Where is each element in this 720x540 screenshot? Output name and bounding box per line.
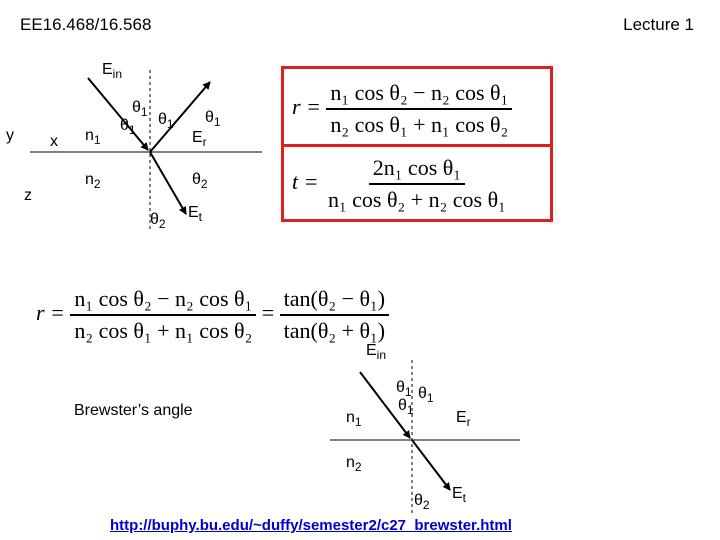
theta1-reflected: $\theta_1$ [205,109,221,130]
r-denominator: n₂ cos θ₁ + n₁ cos θ₂ [330,112,509,137]
n1-label: $n_1$ [85,127,101,148]
r-lhs-middle: r = [36,300,65,326]
n2-label-bottom: $n_2$ [346,454,362,475]
t-lhs: t = [292,169,319,195]
et-label-bottom: $E_t$ [452,485,467,506]
brewster-url-link[interactable]: http://buphy.bu.edu/~duffy/semester2/c27_brewster.html [110,517,512,534]
transmitted-ray-bottom [412,440,450,490]
et-label: $E_t$ [188,204,203,225]
t-numerator: 2n₁ cos θ₁ [369,155,465,185]
er-label-bottom: $E_r$ [456,409,471,430]
t-equation-box [281,144,553,222]
tan-denominator: tan(θ₂ + θ₁) [283,318,386,343]
theta1-incident-lower: $\theta_1$ [120,117,136,138]
brewster-angle-label: Brewster’s angle [74,402,193,419]
r-fraction [326,80,512,138]
theta1-bottom-lower: $\theta_1$ [398,397,414,418]
theta2-lower: $\theta_2$ [150,211,166,232]
theta1-bottom-upper: $\theta_1$ [396,379,412,400]
tan-fraction [280,286,389,344]
t-fraction [324,155,510,213]
axis-y-label: y [6,127,14,144]
theta2-upper: $\theta_2$ [192,171,208,192]
lecture-label: Lecture 1 [623,15,694,34]
axis-x-label: x [50,133,58,150]
theta1-incident-upper: $\theta_1$ [132,99,148,120]
er-label: $E_r$ [192,129,207,150]
ein-label-bottom: $E_{in}$ [366,342,387,363]
r-numerator: n₁ cos θ₂ − n₂ cos θ₁ [326,80,512,110]
r-equation [292,80,512,138]
t-equation [292,155,510,213]
tan-numerator: tan(θ₂ − θ₁) [280,286,389,316]
r-equation-box [281,66,553,147]
r-middle-fraction [70,286,256,344]
n1-label-bottom: $n_1$ [346,409,362,430]
theta1-bottom-right: $\theta_1$ [418,385,434,406]
axis-z-label: z [24,187,32,204]
t-denominator: n₁ cos θ₂ + n₂ cos θ₁ [327,187,506,212]
n2-label: $n_2$ [85,171,101,192]
transmitted-ray-top [150,152,186,214]
theta2-bottom: $\theta_2$ [414,492,430,513]
course-code: EE16.468/16.568 [20,15,152,34]
r-middle-denominator: n₂ cos θ₁ + n₁ cos θ₂ [74,318,253,343]
ein-label: $E_{in}$ [102,61,123,82]
r-tan-equation: r = $\frac{\text{n₁ cos θ₂ − n₂ cos θ₁}}{\text{n₂ cos θ₁ + n₁ cos θ₂}}$ = $\frac{\text{tan(θ₂ − θ₁)}}{\text{tan(θ₂ + θ₁)}}$ [36,286,389,344]
r-lhs: r = [292,94,321,120]
r-middle-numerator: n₁ cos θ₂ − n₂ cos θ₁ [70,286,256,316]
theta1-reflected-middle: $\theta_1$ [158,111,174,132]
